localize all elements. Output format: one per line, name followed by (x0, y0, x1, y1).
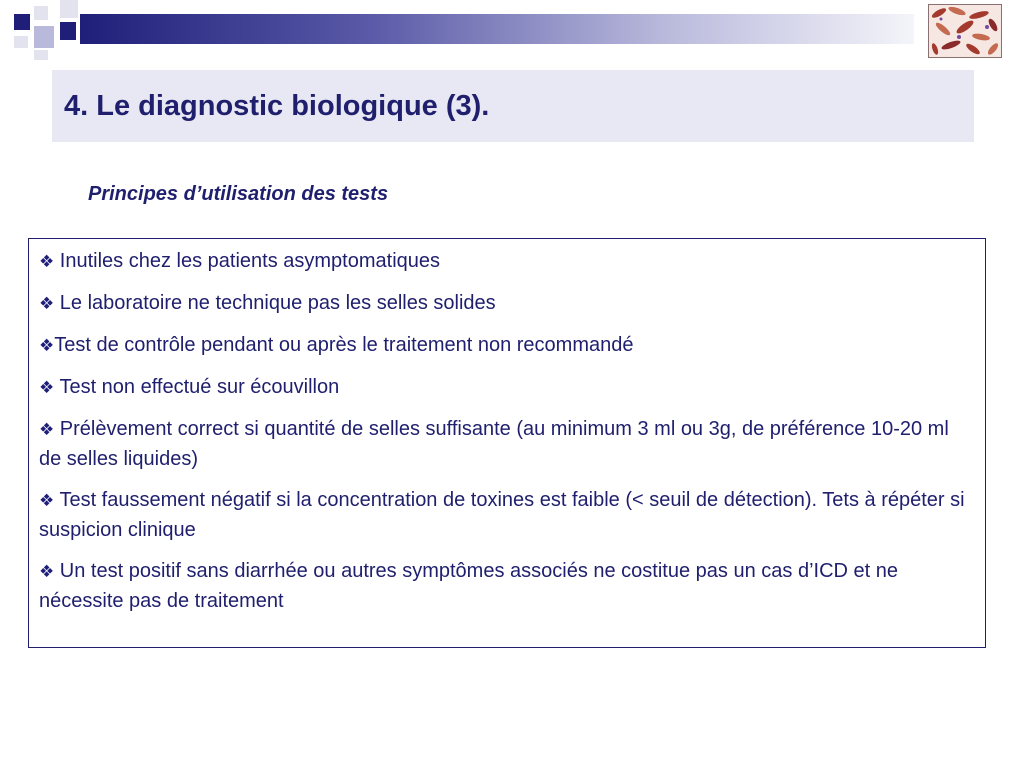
diamond-bullet-icon: ❖ (39, 562, 55, 582)
page-title: 4. Le diagnostic biologique (3). (64, 90, 490, 122)
list-item (39, 415, 975, 474)
diamond-bullet-icon: ❖ (39, 378, 55, 398)
list-item-text: Le laboratoire ne technique pas les selles solides (54, 292, 496, 314)
list-item (39, 331, 975, 361)
decor-square (14, 14, 30, 30)
list-item (39, 247, 975, 277)
list-item-text: Test non effectué sur écouvillon (54, 376, 340, 398)
cell-micrograph-icon (928, 4, 1002, 58)
diamond-bullet-icon: ❖ (39, 294, 55, 314)
decor-square (34, 26, 54, 48)
section-subtitle: Principes d’utilisation des tests (88, 183, 389, 205)
decor-square (34, 6, 48, 20)
diamond-bullet-icon: ❖ (39, 491, 55, 511)
list-item (39, 557, 975, 616)
list-item (39, 373, 975, 403)
decor-square (60, 22, 76, 40)
decor-square (14, 36, 28, 48)
list-item-text: Prélèvement correct si quantité de selles suffisante (au minimum 3 ml ou 3g, de préférence 10-20 ml de selles liquides) (39, 418, 949, 470)
list-item-text: Un test positif sans diarrhée ou autres symptômes associés ne costitue pas un cas d’ICD et ne nécessite pas de traitement (39, 560, 898, 612)
title-box (52, 70, 974, 142)
list-item-text: Test de contrôle pendant ou après le traitement non recommandé (54, 334, 634, 356)
list-item (39, 289, 975, 319)
diamond-bullet-icon: ❖ (39, 336, 55, 356)
list-item (39, 486, 975, 545)
diamond-bullet-icon: ❖ (39, 420, 55, 440)
diamond-bullet-icon: ❖ (39, 252, 55, 272)
list-item-text: Test faussement négatif si la concentration de toxines est faible (< seuil de détection). Tets à répéter si suspicion clinique (39, 489, 965, 541)
bullet-list-box (28, 238, 986, 648)
list-item-text: Inutiles chez les patients asymptomatiques (54, 250, 441, 272)
decor-square (34, 50, 48, 60)
decor-square (60, 0, 78, 18)
header-gradient-bar (80, 14, 914, 44)
